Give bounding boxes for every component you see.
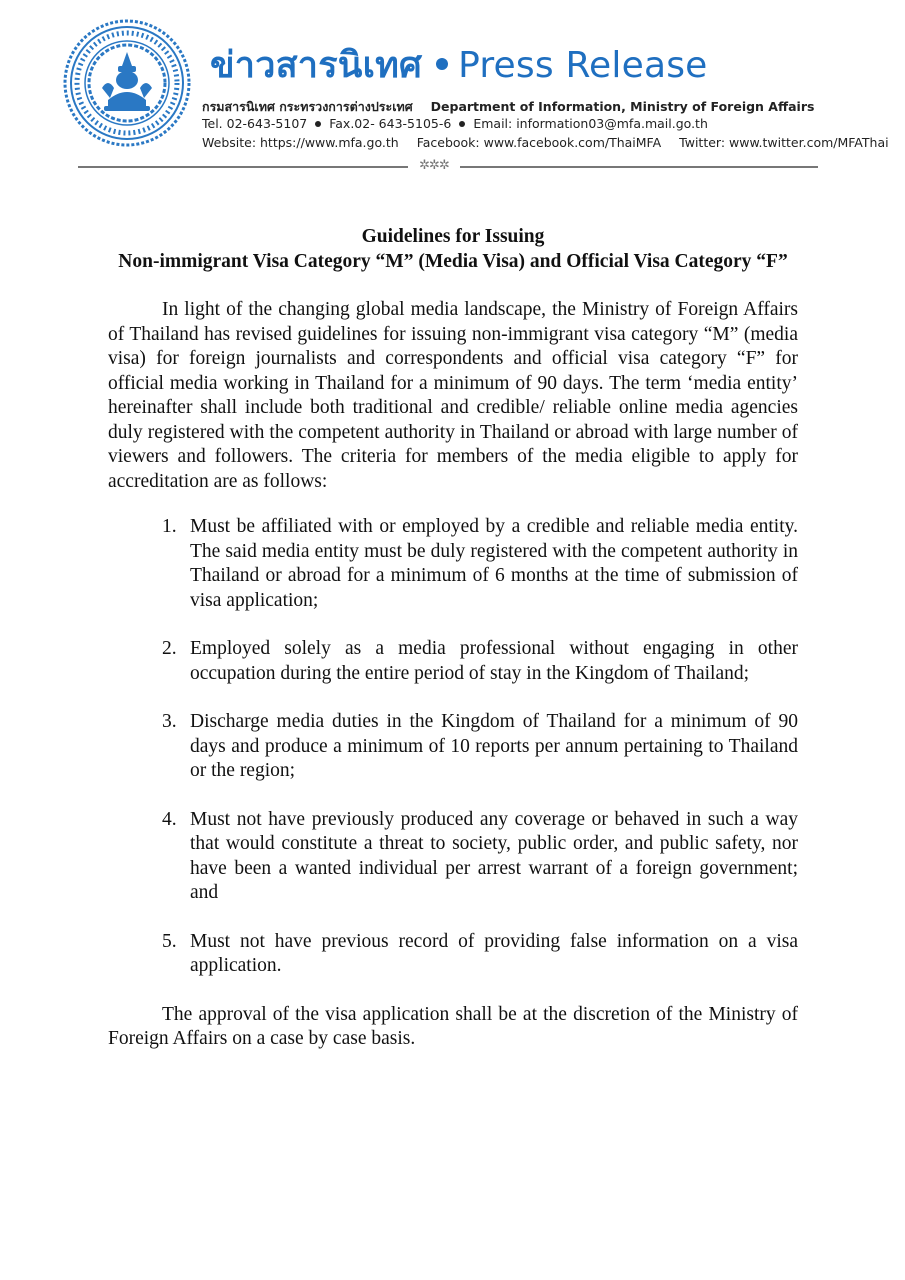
masthead-title xyxy=(210,36,708,93)
list-item xyxy=(162,515,798,613)
masthead-en-title: Press Release xyxy=(458,45,708,86)
bullet-icon xyxy=(315,121,321,127)
list-item-text: Discharge media duties in the Kingdom of Thailand for a minimum of 90 days and produce a minimum of 10 reports per annum pertaining to Thailand or the region; xyxy=(190,711,798,781)
web-line xyxy=(202,135,889,150)
document-body xyxy=(108,224,798,1052)
department-thai: กรมสารนิเทศ กระทรวงการต่างประเทศ xyxy=(202,99,413,114)
intro-paragraph: In light of the changing global media landscape, the Ministry of Foreign Affairs of Thailand has revised guidelines for issuing non-immigrant visa category “M” (media visa) for foreign journalists and correspondents and official visa category “F” for official media working in Thailand for a minimum of 90 days. The term ‘media entity’ hereinafter shall include both traditional and credible/ reliable online media agencies duly registered with the competent authority in Thailand or abroad with large number of viewers and followers. The criteria for members of the media eligible to apply for accreditation are as follows: xyxy=(108,299,798,492)
department-line xyxy=(202,97,814,117)
header-divider-right xyxy=(460,166,818,168)
document-title xyxy=(108,224,798,274)
title-line-1: Guidelines for Issuing xyxy=(361,226,545,247)
list-item xyxy=(162,808,798,906)
department-en: Department of Information, Ministry of Foreign Affairs xyxy=(430,99,815,114)
fax: Fax.02- 643-5105-6 xyxy=(329,116,452,131)
facebook: Facebook: www.facebook.com/ThaiMFA xyxy=(416,135,662,150)
title-dot-icon xyxy=(436,58,448,70)
header-divider-left xyxy=(78,166,408,168)
title-line-2: Non-immigrant Visa Category “M” (Media Visa) and Official Visa Category “F” xyxy=(118,251,788,272)
list-item-number: 4. xyxy=(162,808,177,830)
list-item xyxy=(162,637,798,686)
twitter: Twitter: www.twitter.com/MFAThai xyxy=(679,135,889,150)
list-item-text: Must be affiliated with or employed by a credible and reliable media entity. The said media entity must be duly registered with the competent authority in Thailand or abroad for a minimum of 6 months at the time of submission of visa application; xyxy=(190,516,798,611)
closing-paragraph: The approval of the visa application shall be at the discretion of the Ministry of Foreign Affairs on a case by case basis. xyxy=(108,1003,798,1049)
list-item-text: Employed solely as a media professional without engaging in other occupation during the entire period of stay in the Kingdom of Thailand; xyxy=(190,638,798,684)
email: Email: information03@mfa.mail.go.th xyxy=(473,116,708,131)
list-item-number: 5. xyxy=(162,930,177,952)
list-item xyxy=(162,930,798,979)
list-item-text: Must not have previous record of providing false information on a visa application. xyxy=(190,930,798,976)
list-item-number: 2. xyxy=(162,638,177,659)
list-item-text: Must not have previously produced any coverage or behaved in such a way that would constitute a threat to society, public order, and public safety, nor have been a wanted individual per arrest warrant of a foreign government; and xyxy=(190,808,798,903)
list-item xyxy=(162,710,798,784)
telephone: Tel. 02-643-5107 xyxy=(202,116,308,131)
list-item-number: 1. xyxy=(162,516,177,537)
contact-line xyxy=(202,116,708,131)
divider-ornament: ✲✲✲ xyxy=(419,158,449,173)
list-item-number: 3. xyxy=(162,711,177,732)
bullet-icon xyxy=(459,121,465,127)
masthead-thai-title: ข่าวสารนิเทศ xyxy=(210,45,423,86)
ministry-seal-icon xyxy=(62,18,192,148)
criteria-list xyxy=(108,515,798,979)
website: Website: https://www.mfa.go.th xyxy=(202,135,399,150)
